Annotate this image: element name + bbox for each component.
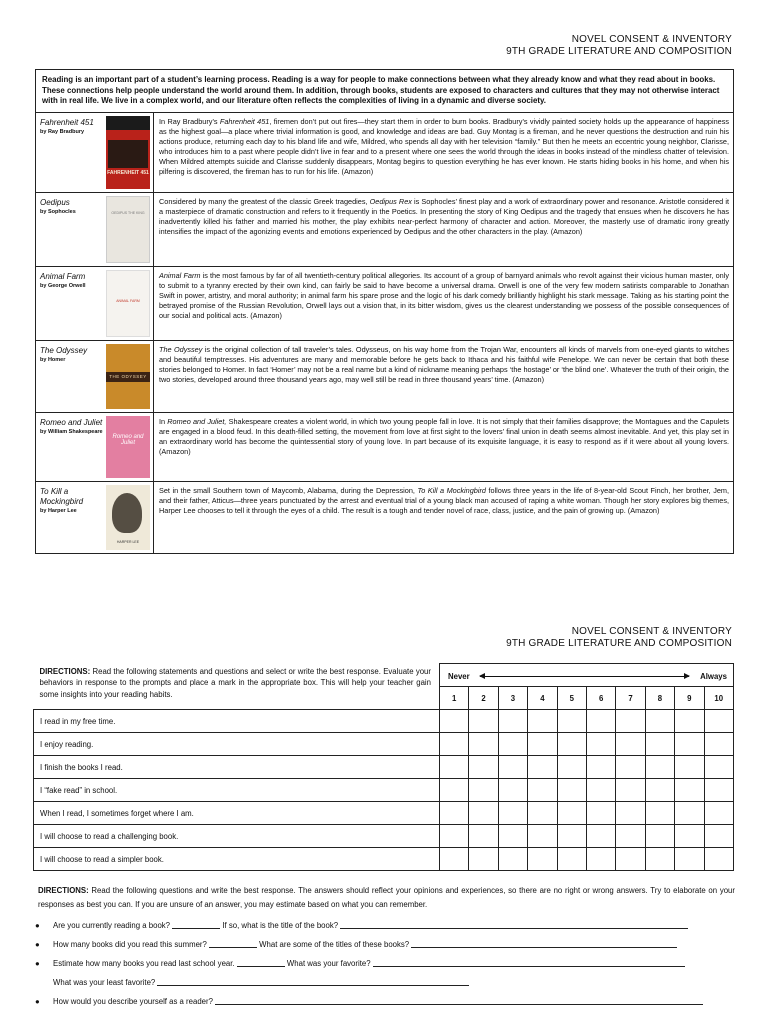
rating-box[interactable]: [498, 710, 527, 733]
rating-box[interactable]: [586, 825, 615, 848]
rating-box[interactable]: [616, 848, 645, 871]
rating-box[interactable]: [498, 825, 527, 848]
rating-box[interactable]: [586, 779, 615, 802]
book-description: In Romeo and Juliet, Shakespeare creates a violent world, in which two young people fall in love. It is not simply that their families disapprove; the Montagues and the Capulets are engaged in a blood feud. In this death-filled setting, the movement from love at first sight to the lovers’ final union in death seems almost inevitable. And yet, this play set in an extraordinary world has become the quintessential story of young love. In part because of its exquisite language, it is easy to respond as if it were about all young lovers. (Amazon): [153, 413, 733, 481]
rating-box[interactable]: [586, 710, 615, 733]
book-cover-image: [106, 196, 150, 263]
rating-box[interactable]: [616, 825, 645, 848]
book-meta: [36, 113, 106, 192]
page-header-top: [506, 34, 732, 58]
course-title: 9TH GRADE LITERATURE AND COMPOSITION: [506, 46, 732, 57]
intro-paragraph: Reading is an important part of a student’s learning process. Reading is a way for people to make connections between what they already know and what they read about in books. These connections help people understand the world around them. In addition, through books, students are exposed to characters and cultures that they may not otherwise interact with in real life. We live in a complex world, and our literature often reflects the complexities of living in a dynamic and diverse society.: [36, 70, 733, 113]
book-description: Considered by many the greatest of the classic Greek tragedies, Oedipus Rex is Sophocles’ finest play and a work of extraordinary power and resonance. Aristotle considered it a masterpiece of dramatic construction and refers to it frequently in the Poetics. In presenting the story of King Oedipus and the tragedy that ensues when he discovers he has inadvertently killed his father and married his mother, the play exhibits near-perfect harmony of character and action. Moreover, the masterly use of dramatic irony greatly intensifies the impact of the agonizing events and emotions experienced by Oedipus and the other characters in the play. (Amazon): [153, 193, 733, 266]
book-meta: [36, 193, 106, 266]
reading-habits-survey: [33, 663, 733, 871]
cover-label: OEDIPUS THE KING: [111, 211, 145, 215]
scale-number: 8: [645, 687, 674, 710]
book-author: by George Orwell: [40, 283, 86, 289]
book-meta: [36, 267, 106, 340]
scale-number: 7: [616, 687, 645, 710]
rating-box[interactable]: [616, 756, 645, 779]
rating-box[interactable]: [645, 848, 674, 871]
survey-statement: I “fake read” in school.: [34, 779, 440, 802]
rating-box[interactable]: [616, 779, 645, 802]
book-cover-image: [106, 270, 150, 337]
double-arrow-icon: [480, 676, 689, 677]
rating-box[interactable]: [440, 733, 469, 756]
book-meta: [36, 482, 106, 553]
scale-number: 4: [528, 687, 557, 710]
rating-box[interactable]: [528, 802, 557, 825]
rating-box[interactable]: [557, 756, 586, 779]
rating-box[interactable]: [645, 733, 674, 756]
cover-label: HARPER LEE: [116, 540, 140, 544]
rating-box[interactable]: [469, 779, 498, 802]
answer-line[interactable]: [373, 957, 685, 967]
question-current-book: ● Are you currently reading a book? If so, what is the title of the book?: [35, 916, 735, 935]
rating-box[interactable]: [704, 779, 733, 802]
rating-box[interactable]: [675, 733, 704, 756]
scale-number: 5: [557, 687, 586, 710]
rating-box[interactable]: [528, 779, 557, 802]
rating-box[interactable]: [645, 802, 674, 825]
survey-statement: When I read, I sometimes forget where I am.: [34, 802, 440, 825]
book-description: In Ray Bradbury’s Fahrenheit 451, firemen don’t put out fires—they start them in order to burn books. Bradbury’s vividly painted society holds up the appearance of happiness as the highest goal—a place where trivial information is good, and knowledge and ideas are bad. Guy Montag is a fireman, and he never questions the destruction and ruin his actions produce, returning each day to his bland life and wife, Mildred, who spends all day with her television “family.” But then he meets an eccentric young neighbor, Clarisse, who introduces him to a past where people didn’t live in fear and to a present where one sees the world through the ideas in books instead of the mindless chatter of television. When Mildred attempts suicide and Clarisse suddenly disappears, Montag begins to question everything he has ever known. He starts hiding books in his home, and when his pilfering is discovered, the fireman has to run for his life. (Amazon): [153, 113, 733, 192]
book-cover-image: [106, 485, 150, 550]
page-header-bottom: [506, 626, 732, 650]
answer-line[interactable]: [237, 957, 285, 967]
rating-box[interactable]: [469, 802, 498, 825]
survey-row: [34, 710, 734, 733]
rating-box[interactable]: [675, 710, 704, 733]
bullet-icon: ●: [35, 921, 40, 930]
book-title: Animal Farm: [40, 272, 86, 281]
answer-line[interactable]: [215, 995, 703, 1005]
bullet-icon: ●: [35, 959, 40, 968]
rating-box[interactable]: [704, 733, 733, 756]
survey-row: [34, 733, 734, 756]
survey-statement: I will choose to read a challenging book.: [34, 825, 440, 848]
rating-box[interactable]: [675, 848, 704, 871]
rating-box[interactable]: [675, 756, 704, 779]
rating-box[interactable]: [586, 848, 615, 871]
answer-line[interactable]: [411, 938, 677, 948]
book-description: The Odyssey is the original collection of tall traveler’s tales. Odysseus, on his way home from the Trojan War, encounters all kinds of marvels from one-eyed giants to witches and beautiful temptresses. His adventures are many and memorable before he gets back to Ithaca and his faithful wife Penelope. We can never be certain that both these stories belonged to Homer. In fact ‘Homer’ may not be a real name but a kind of nickname meaning perhaps ‘the hostage’ or ‘the blind one’. Whatever the truth of their origin, the two stories, developed around three thousand years ago, may well still be read in three thousand years’ time. (Amazon): [153, 341, 733, 412]
book-table: [35, 69, 734, 554]
scale-number: 9: [675, 687, 704, 710]
rating-box[interactable]: [616, 710, 645, 733]
book-author: by Sophocles: [40, 209, 76, 215]
question-least-favorite: What was your least favorite?: [35, 973, 735, 992]
question-list: [35, 916, 735, 1011]
survey-statement: I enjoy reading.: [34, 733, 440, 756]
rating-box[interactable]: [704, 802, 733, 825]
rating-box[interactable]: [528, 756, 557, 779]
book-row-animal-farm: [36, 267, 733, 341]
rating-box[interactable]: [645, 756, 674, 779]
book-row-oedipus: [36, 193, 733, 267]
rating-box[interactable]: [440, 779, 469, 802]
bullet-icon: ●: [35, 940, 40, 949]
cover-label: ANIMAL FARM: [116, 299, 140, 303]
book-meta: [36, 341, 106, 412]
book-title: Fahrenheit 451: [40, 118, 94, 127]
rating-box[interactable]: [440, 825, 469, 848]
scale-number: 10: [704, 687, 733, 710]
rating-box[interactable]: [616, 733, 645, 756]
question-reader-description: ● How would you describe yourself as a reader?: [35, 992, 735, 1011]
rating-box[interactable]: [586, 733, 615, 756]
book-author: by William Shakespeare: [40, 429, 103, 435]
book-row-fahrenheit-451: [36, 113, 733, 193]
rating-box[interactable]: [645, 710, 674, 733]
scale-number: 6: [586, 687, 615, 710]
book-cover-image: [106, 116, 150, 189]
bullet-icon: ●: [35, 997, 40, 1006]
answer-line[interactable]: [157, 976, 469, 986]
rating-box[interactable]: [586, 756, 615, 779]
survey-row: [34, 802, 734, 825]
rating-box[interactable]: [469, 756, 498, 779]
rating-box[interactable]: [557, 710, 586, 733]
scale-low-label: Never: [448, 672, 470, 681]
rating-box[interactable]: [557, 779, 586, 802]
course-title: 9TH GRADE LITERATURE AND COMPOSITION: [506, 638, 732, 649]
book-row-to-kill-a-mockingbird: [36, 482, 733, 553]
book-author: by Ray Bradbury: [40, 129, 85, 135]
rating-box[interactable]: [704, 825, 733, 848]
book-author: by Homer: [40, 357, 66, 363]
survey-row: [34, 756, 734, 779]
survey-row: [34, 825, 734, 848]
rating-box[interactable]: [498, 733, 527, 756]
rating-box[interactable]: [440, 802, 469, 825]
rating-box[interactable]: [469, 825, 498, 848]
answer-line[interactable]: [340, 919, 688, 929]
scale-number: 1: [440, 687, 469, 710]
rating-box[interactable]: [645, 779, 674, 802]
rating-box[interactable]: [704, 756, 733, 779]
rating-box[interactable]: [675, 802, 704, 825]
book-title: Oedipus: [40, 198, 70, 207]
rating-box[interactable]: [440, 756, 469, 779]
survey-row: [34, 779, 734, 802]
rating-box[interactable]: [498, 802, 527, 825]
frequency-scale-header: [440, 664, 734, 687]
rating-box[interactable]: [528, 710, 557, 733]
rating-box[interactable]: [528, 848, 557, 871]
questions-directions: DIRECTIONS: Read the following questions and write the best response. The answers should reflect your opinions and experiences, so there are no right or wrong answers. Try to elaborate on your responses as best you can. If you are unsure of an answer, you may estimate based on what you can remember.: [38, 886, 735, 909]
rating-box[interactable]: [528, 825, 557, 848]
rating-box[interactable]: [440, 710, 469, 733]
scale-high-label: Always: [700, 672, 727, 681]
book-title: The Odyssey: [40, 346, 88, 355]
question-summer-books: ● How many books did you read this summer? What are some of the titles of these books?: [35, 935, 735, 954]
book-meta: [36, 413, 106, 481]
rating-box[interactable]: [557, 825, 586, 848]
book-cover-image: [106, 416, 150, 478]
book-title: To Kill a Mockingbird: [40, 487, 84, 506]
book-author: by Harper Lee: [40, 508, 77, 514]
cover-label: THE ODYSSEY: [109, 374, 147, 379]
book-row-romeo-and-juliet: [36, 413, 733, 482]
scale-number: 3: [498, 687, 527, 710]
rating-box[interactable]: [675, 825, 704, 848]
book-description: Animal Farm is the most famous by far of all twentieth-century political allegories. Its account of a group of barnyard animals who revolt against their vicious human master, only to submit to a tyranny erected by their own kind, can fairly be said to have become a universal drama. Orwell is one of the very few modern satirists comparable to Jonathan Swift in power, artistry, and moral authority; in animal farm his spare prose and the logic of his dark comedy brilliantly highlight his stark message. Taking as his starting point the betrayed promise of the Russian Revolution, Orwell lays out a vision that, in its bitter wisdom, gives us the clearest understanding we possess of the possible consequences of our social and political acts. (Amazon): [153, 267, 733, 340]
rating-box[interactable]: [440, 848, 469, 871]
rating-box[interactable]: [557, 733, 586, 756]
rating-box[interactable]: [675, 779, 704, 802]
scale-number: 2: [469, 687, 498, 710]
survey-statement: I will choose to read a simpler book.: [34, 848, 440, 871]
form-title: NOVEL CONSENT & INVENTORY: [571, 34, 732, 45]
book-title: Romeo and Juliet: [40, 418, 103, 427]
rating-box[interactable]: [498, 779, 527, 802]
answer-line[interactable]: [209, 938, 257, 948]
rating-box[interactable]: [469, 848, 498, 871]
cover-label: FAHRENHEIT 451: [107, 170, 149, 176]
cover-label: Romeo and Juliet: [112, 434, 144, 446]
form-title: NOVEL CONSENT & INVENTORY: [571, 626, 732, 637]
rating-box[interactable]: [557, 802, 586, 825]
rating-box[interactable]: [616, 802, 645, 825]
rating-box[interactable]: [645, 825, 674, 848]
rating-box[interactable]: [469, 710, 498, 733]
rating-box[interactable]: [586, 802, 615, 825]
rating-box[interactable]: [528, 733, 557, 756]
survey-statement: I finish the books I read.: [34, 756, 440, 779]
survey-row: [34, 848, 734, 871]
book-cover-image: [106, 344, 150, 409]
survey-table: [33, 663, 734, 871]
book-description: Set in the small Southern town of Maycomb, Alabama, during the Depression, To Kill a Mockingbird follows three years in the life of 8-year-old Scout Finch, her brother, Jem, and their father, Atticus—three years punctuated by the arrest and eventual trial of a young black man accused of raping a white woman. Though her story explores big themes, Harper Lee chooses to tell it through the eyes of a child. The result is a tough and tender novel of race, class, justice, and the pain of growing up. (Amazon): [153, 482, 733, 553]
survey-directions: DIRECTIONS: Read the following statements and questions and select or write the best response. Evaluate your behaviors in response to the prompts and place a mark in the appropriate box. This will help your teacher gain some insights into your reading habits.: [39, 666, 431, 699]
rating-box[interactable]: [498, 848, 527, 871]
question-last-year-books: ● Estimate how many books you read last school year. What was your favorite?: [35, 954, 735, 973]
answer-line[interactable]: [172, 919, 220, 929]
rating-box[interactable]: [704, 710, 733, 733]
rating-box[interactable]: [498, 756, 527, 779]
rating-box[interactable]: [704, 848, 733, 871]
book-row-the-odyssey: [36, 341, 733, 413]
survey-statement: I read in my free time.: [34, 710, 440, 733]
rating-box[interactable]: [469, 733, 498, 756]
rating-box[interactable]: [557, 848, 586, 871]
